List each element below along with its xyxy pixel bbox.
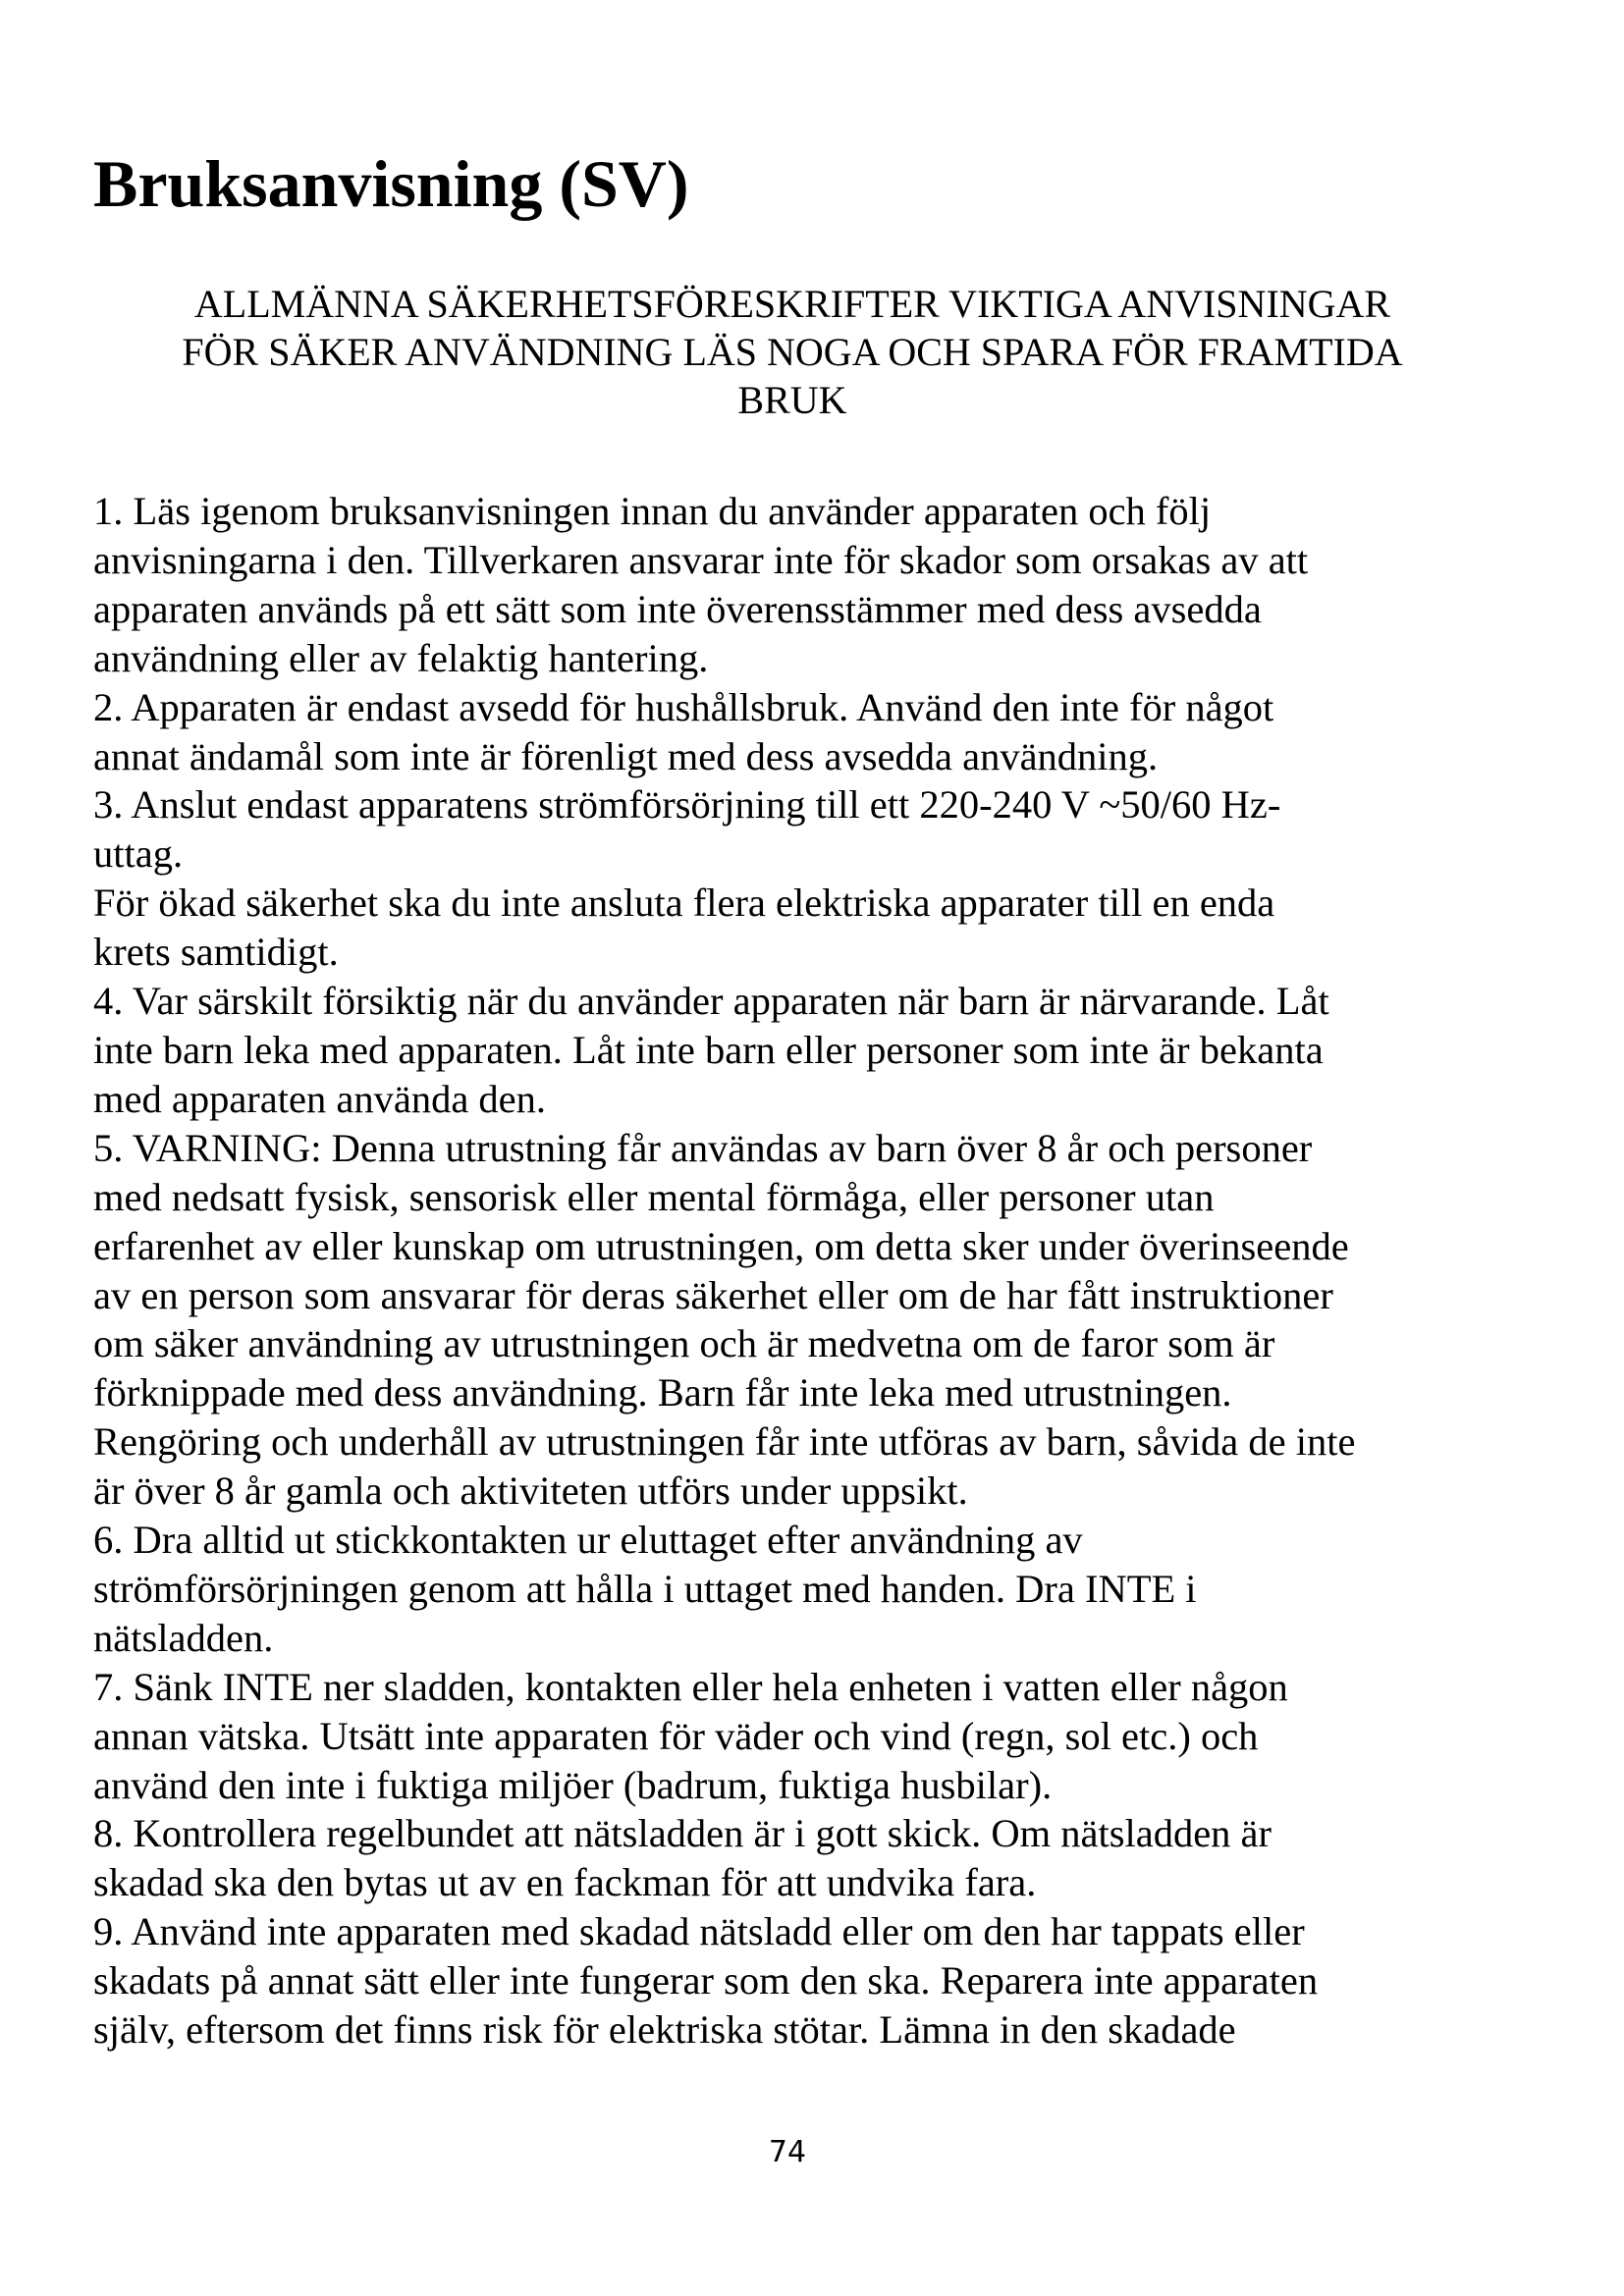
instruction-line: 5. VARNING: Denna utrustning får användas av barn över 8 år och personer	[93, 1125, 1313, 1170]
safety-heading-line: BRUK	[737, 378, 847, 422]
instruction-line: inte barn leka med apparaten. Låt inte barn eller personer som inte är bekanta	[93, 1027, 1324, 1072]
instruction-line: med nedsatt fysisk, sensorisk eller mental förmåga, eller personer utan	[93, 1174, 1215, 1219]
instruction-line: uttag.	[93, 831, 184, 877]
instruction-line: 9. Använd inte apparaten med skadad nätsladd eller om den har tappats eller	[93, 1909, 1305, 1954]
instruction-line: 3. Anslut endast apparatens strömförsörjning till ett 220-240 V ~50/60 Hz-	[93, 782, 1281, 828]
instruction-line: använd den inte i fuktiga miljöer (badrum, fuktiga husbilar).	[93, 1762, 1053, 1807]
safety-instructions	[93, 487, 1546, 2055]
instruction-line: 2. Apparaten är endast avsedd för hushållsbruk. Använd den inte för något	[93, 684, 1274, 729]
instruction-line: För ökad säkerhet ska du inte ansluta flera elektriska apparater till en enda	[93, 881, 1275, 926]
instruction-line: annan vätska. Utsätt inte apparaten för väder och vind (regn, sol etc.) och	[93, 1713, 1259, 1758]
page-number: 74	[768, 2135, 807, 2169]
instruction-line: apparaten används på ett sätt som inte överensstämmer med dess avsedda	[93, 586, 1262, 631]
instruction-line: anvisningarna i den. Tillverkaren ansvarar inte för skador som orsakas av att	[93, 537, 1309, 582]
safety-heading-line: ALLMÄNNA SÄKERHETSFÖRESKRIFTER VIKTIGA ANVISNINGAR	[193, 282, 1391, 326]
instruction-line: annat ändamål som inte är förenligt med dess avsedda användning.	[93, 733, 1159, 778]
instruction-line: 4. Var särskilt försiktig när du använder apparaten när barn är närvarande. Låt	[93, 979, 1329, 1024]
instruction-line: nätsladden.	[93, 1615, 274, 1660]
instruction-line: 8. Kontrollera regelbundet att nätsladden är i gott skick. Om nätsladden är	[93, 1811, 1272, 1856]
instruction-line: förknippade med dess användning. Barn får inte leka med utrustningen.	[93, 1370, 1232, 1415]
instruction-line: strömförsörjningen genom att hålla i uttaget med handen. Dra INTE i	[93, 1566, 1197, 1611]
instruction-line: av en person som ansvarar för deras säkerhet eller om de har fått instruktioner	[93, 1272, 1333, 1317]
instruction-line: 1. Läs igenom bruksanvisningen innan du använder apparaten och följ	[93, 489, 1212, 533]
instruction-line: 7. Sänk INTE ner sladden, kontakten eller hela enheten i vatten eller någon	[93, 1664, 1288, 1709]
page-title: Bruksanvisning (SV)	[93, 146, 689, 221]
instruction-line: krets samtidigt.	[93, 930, 339, 975]
safety-heading-line: FÖR SÄKER ANVÄNDNING LÄS NOGA OCH SPARA FÖR FRAMTIDA	[182, 330, 1403, 374]
instruction-line: Rengöring och underhåll av utrustningen får inte utföras av barn, såvida de inte	[93, 1419, 1356, 1465]
instruction-line: erfarenhet av eller kunskap om utrustningen, om detta sker under överinseende	[93, 1223, 1349, 1268]
safety-heading	[79, 280, 1506, 424]
instruction-line: är över 8 år gamla och aktiviteten utförs under uppsikt.	[93, 1468, 968, 1514]
instruction-line: skadad ska den bytas ut av en fackman för att undvika fara.	[93, 1860, 1037, 1905]
instruction-line: 6. Dra alltid ut stickkontakten ur eluttaget efter användning av	[93, 1518, 1083, 1563]
instruction-line: användning eller av felaktig hantering.	[93, 635, 709, 680]
instruction-line: med apparaten använda den.	[93, 1076, 547, 1121]
instruction-line: själv, eftersom det finns risk för elektriska stötar. Lämna in den skadade	[93, 2007, 1236, 2053]
instruction-line: om säker användning av utrustningen och är medvetna om de faror som är	[93, 1321, 1275, 1366]
instruction-line: skadats på annat sätt eller inte fungerar som den ska. Reparera inte apparaten	[93, 1958, 1319, 2003]
